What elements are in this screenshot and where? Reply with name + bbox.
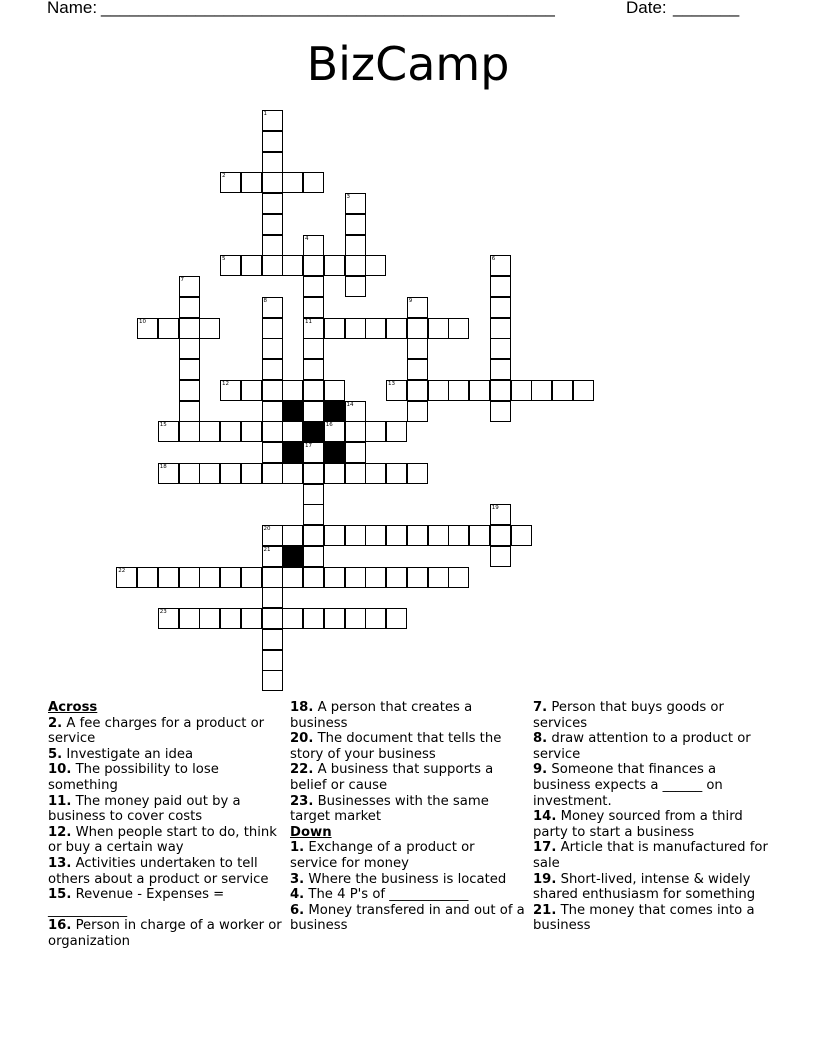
grid-cell[interactable] xyxy=(324,318,345,339)
grid-cell[interactable] xyxy=(241,567,262,588)
clue-item xyxy=(290,903,525,934)
clue-number: 11 xyxy=(305,318,312,325)
grid-cell[interactable] xyxy=(282,172,303,193)
date-label: Date: xyxy=(626,0,667,17)
grid-cell[interactable] xyxy=(345,525,366,546)
grid-cell[interactable] xyxy=(282,567,303,588)
grid-cell[interactable] xyxy=(262,297,283,318)
grid-cell[interactable] xyxy=(490,297,511,318)
grid-cell[interactable] xyxy=(282,525,303,546)
clue-number: 21 xyxy=(263,546,271,553)
grid-cell[interactable] xyxy=(179,421,200,442)
clue-text: Person in charge of a worker or organization xyxy=(48,918,282,949)
grid-cell[interactable] xyxy=(199,608,220,629)
grid-cell[interactable] xyxy=(199,318,220,339)
grid-cell[interactable] xyxy=(448,318,469,339)
clue-item xyxy=(48,747,283,763)
clue-text: Where the business is located xyxy=(308,871,507,887)
grid-cell[interactable] xyxy=(241,172,262,193)
clue-number: 21. xyxy=(533,902,557,918)
grid-cell[interactable] xyxy=(490,525,511,546)
clue-section-heading: Across xyxy=(48,700,98,715)
clue-text: The money that comes into a business xyxy=(533,902,755,934)
black-square xyxy=(324,401,345,422)
grid-cell[interactable] xyxy=(262,546,283,567)
clue-text: Investigate an idea xyxy=(66,746,194,762)
clue-item xyxy=(290,840,525,871)
clue-number: 1 xyxy=(263,111,267,117)
grid-cell[interactable] xyxy=(282,421,303,442)
grid-cell[interactable] xyxy=(407,463,428,484)
clue-item xyxy=(533,903,768,934)
clue-item xyxy=(533,731,768,762)
grid-cell[interactable] xyxy=(345,318,366,339)
clue-number: 23. xyxy=(290,793,314,809)
grid-cell[interactable] xyxy=(158,567,179,588)
clue-number: 17. xyxy=(533,840,557,856)
clue-text: Revenue - Expenses = ____________ xyxy=(48,887,225,918)
grid-cell[interactable] xyxy=(303,359,324,380)
grid-cell[interactable] xyxy=(303,338,324,359)
clue-number: 16 xyxy=(325,422,333,429)
clue-item xyxy=(48,794,283,825)
clue-text: Businesses with the same target market xyxy=(290,793,489,825)
clue-number: 13. xyxy=(48,855,72,871)
grid-cell[interactable] xyxy=(365,318,386,339)
clue-text: Someone that finances a business expects a ______ on investment. xyxy=(533,762,723,809)
grid-cell[interactable] xyxy=(324,525,345,546)
clue-number: 5 xyxy=(222,256,226,263)
grid-cell[interactable] xyxy=(262,110,283,131)
clue-text: Exchange of a product or service for money xyxy=(290,840,475,871)
clue-item xyxy=(290,872,525,888)
grid-cell[interactable] xyxy=(262,629,283,650)
grid-cell[interactable] xyxy=(179,338,200,359)
grid-cell[interactable] xyxy=(262,255,283,276)
clue-text: The possibility to lose something xyxy=(48,762,219,793)
grid-cell[interactable] xyxy=(262,152,283,173)
grid-cell[interactable] xyxy=(303,484,324,505)
grid-cell[interactable] xyxy=(345,193,366,214)
grid-cell[interactable] xyxy=(324,567,345,588)
clue-text: The document that tells the story of your business xyxy=(290,731,502,762)
grid-cell[interactable] xyxy=(262,525,283,546)
clue-text: A business that supports a belief or cause xyxy=(290,762,494,793)
grid-cell[interactable] xyxy=(386,608,407,629)
clue-item xyxy=(533,762,768,809)
grid-cell[interactable] xyxy=(220,463,241,484)
clue-number: 2. xyxy=(48,715,63,731)
grid-cell[interactable] xyxy=(490,546,511,567)
clue-item xyxy=(533,872,768,903)
clue-text: A person that creates a business xyxy=(290,700,473,731)
grid-cell[interactable] xyxy=(303,546,324,567)
grid-cell[interactable] xyxy=(179,463,200,484)
grid-cell[interactable] xyxy=(282,380,303,401)
clue-number: 7. xyxy=(533,700,548,715)
grid-cell[interactable] xyxy=(262,172,283,193)
clue-number: 15 xyxy=(159,422,167,429)
clue-text: A fee charges for a product or service xyxy=(48,715,265,747)
grid-cell[interactable] xyxy=(303,235,324,256)
grid-cell[interactable] xyxy=(490,338,511,359)
grid-cell[interactable] xyxy=(179,318,200,339)
clue-text: When people start to do, think or buy a certain way xyxy=(48,824,277,856)
grid-cell[interactable] xyxy=(303,297,324,318)
clue-number: 17 xyxy=(305,443,312,449)
grid-cell[interactable] xyxy=(345,421,366,442)
puzzle-title: BizCamp xyxy=(306,37,510,91)
grid-cell[interactable] xyxy=(303,608,324,629)
clue-number: 10 xyxy=(139,318,146,325)
grid-cell[interactable] xyxy=(262,670,283,691)
clue-number: 18 xyxy=(159,463,167,470)
grid-cell[interactable] xyxy=(448,525,469,546)
grid-cell[interactable] xyxy=(303,567,324,588)
grid-cell[interactable] xyxy=(386,421,407,442)
grid-cell[interactable] xyxy=(345,235,366,256)
clue-number: 2 xyxy=(222,173,226,180)
grid-cell[interactable] xyxy=(262,338,283,359)
grid-cell[interactable] xyxy=(158,463,179,484)
grid-cell[interactable] xyxy=(386,318,407,339)
grid-cell[interactable] xyxy=(365,255,386,276)
grid-cell[interactable] xyxy=(137,567,158,588)
grid-cell[interactable] xyxy=(303,318,324,339)
clue-item xyxy=(48,887,283,918)
grid-cell[interactable] xyxy=(303,442,324,463)
grid-cell[interactable] xyxy=(137,318,158,339)
grid-cell[interactable] xyxy=(345,276,366,297)
clue-number: 14. xyxy=(533,809,557,825)
clue-text: The money paid out by a business to cover costs xyxy=(48,793,241,825)
grid-cell[interactable] xyxy=(241,255,262,276)
grid-cell[interactable] xyxy=(262,608,283,629)
clue-number: 4. xyxy=(290,887,305,903)
grid-cell[interactable] xyxy=(303,380,324,401)
clues-column-2 xyxy=(290,700,525,934)
clue-text: Money sourced from a third party to start a business xyxy=(533,809,743,840)
grid-cell[interactable] xyxy=(220,608,241,629)
clue-number: 15. xyxy=(48,887,72,903)
grid-cell[interactable] xyxy=(262,650,283,671)
clue-number: 9. xyxy=(533,762,548,778)
grid-cell[interactable] xyxy=(199,421,220,442)
grid-cell[interactable] xyxy=(365,608,386,629)
clue-item xyxy=(290,887,525,903)
grid-cell[interactable] xyxy=(324,463,345,484)
grid-cell[interactable] xyxy=(490,318,511,339)
clue-item xyxy=(290,700,525,731)
clue-item xyxy=(290,731,525,762)
grid-cell[interactable] xyxy=(220,421,241,442)
grid-cell[interactable] xyxy=(511,380,532,401)
grid-cell[interactable] xyxy=(407,318,428,339)
grid-cell[interactable] xyxy=(241,463,262,484)
grid-cell[interactable] xyxy=(324,608,345,629)
clue-text: draw attention to a product or service xyxy=(533,731,751,762)
grid-cell[interactable] xyxy=(158,318,179,339)
grid-cell[interactable] xyxy=(262,587,283,608)
grid-cell[interactable] xyxy=(428,525,449,546)
grid-cell[interactable] xyxy=(262,214,283,235)
grid-cell[interactable] xyxy=(158,608,179,629)
clue-text: Article that is manufactured for sale xyxy=(533,840,768,871)
clue-item xyxy=(533,809,768,840)
grid-cell[interactable] xyxy=(407,380,428,401)
grid-cell[interactable] xyxy=(303,504,324,525)
grid-cell[interactable] xyxy=(220,172,241,193)
black-square xyxy=(282,442,303,463)
grid-cell[interactable] xyxy=(345,255,366,276)
clue-number: 20. xyxy=(290,731,314,747)
grid-cell[interactable] xyxy=(345,463,366,484)
grid-cell[interactable] xyxy=(241,421,262,442)
clue-item xyxy=(290,762,525,793)
clue-number: 10. xyxy=(48,762,72,778)
clue-number: 23 xyxy=(159,609,167,615)
grid-cell[interactable] xyxy=(428,567,449,588)
grid-cell[interactable] xyxy=(386,463,407,484)
grid-cell[interactable] xyxy=(262,318,283,339)
clue-number: 5. xyxy=(48,746,63,762)
grid-cell[interactable] xyxy=(282,608,303,629)
grid-cell[interactable] xyxy=(262,421,283,442)
black-square xyxy=(282,546,303,567)
grid-cell[interactable] xyxy=(241,608,262,629)
clue-number: 4 xyxy=(305,235,309,242)
grid-cell[interactable] xyxy=(179,297,200,318)
grid-cell[interactable] xyxy=(407,567,428,588)
grid-cell[interactable] xyxy=(199,463,220,484)
grid-cell[interactable] xyxy=(345,214,366,235)
grid-cell[interactable] xyxy=(262,442,283,463)
clue-item xyxy=(48,716,283,747)
grid-cell[interactable] xyxy=(490,380,511,401)
name-field[interactable]: ________________________________________________ xyxy=(101,0,555,17)
clue-item xyxy=(533,840,768,871)
grid-cell[interactable] xyxy=(407,297,428,318)
grid-cell[interactable] xyxy=(241,380,262,401)
clue-number: 16. xyxy=(48,918,72,934)
grid-cell[interactable] xyxy=(448,380,469,401)
clue-number: 3. xyxy=(290,871,305,887)
clues-column-1 xyxy=(48,700,283,950)
clue-number: 7 xyxy=(180,277,184,283)
grid-cell[interactable] xyxy=(573,380,594,401)
clue-number: 11. xyxy=(48,793,72,809)
grid-cell[interactable] xyxy=(199,567,220,588)
grid-cell[interactable] xyxy=(179,608,200,629)
black-square xyxy=(303,421,324,442)
clue-section-heading: Down xyxy=(290,824,332,840)
clue-text: Short-lived, intense & widely shared enthusiasm for something xyxy=(533,871,756,903)
grid-cell[interactable] xyxy=(345,401,366,422)
grid-cell[interactable] xyxy=(386,525,407,546)
grid-cell[interactable] xyxy=(116,567,137,588)
name-label: Name: xyxy=(47,0,98,17)
grid-cell[interactable] xyxy=(262,380,283,401)
grid-cell[interactable] xyxy=(179,380,200,401)
date-field[interactable]: _______ xyxy=(673,0,740,17)
grid-cell[interactable] xyxy=(179,401,200,422)
grid-cell[interactable] xyxy=(365,567,386,588)
grid-cell[interactable] xyxy=(303,525,324,546)
clue-number: 8. xyxy=(533,731,548,747)
grid-cell[interactable] xyxy=(303,401,324,422)
grid-cell[interactable] xyxy=(282,255,303,276)
grid-cell[interactable] xyxy=(345,608,366,629)
clue-number: 19 xyxy=(491,505,499,512)
clue-number: 22 xyxy=(118,567,126,574)
grid-cell[interactable] xyxy=(345,442,366,463)
clue-number: 18. xyxy=(290,700,314,715)
grid-cell[interactable] xyxy=(531,380,552,401)
grid-cell[interactable] xyxy=(282,463,303,484)
grid-cell[interactable] xyxy=(262,193,283,214)
clue-item xyxy=(290,794,525,825)
black-square xyxy=(282,401,303,422)
grid-cell[interactable] xyxy=(179,359,200,380)
clue-item xyxy=(48,825,283,856)
clue-number: 12. xyxy=(48,824,72,840)
clues-column-3 xyxy=(533,700,768,934)
grid-cell[interactable] xyxy=(220,567,241,588)
clue-number: 20 xyxy=(263,526,271,532)
clue-number: 6 xyxy=(491,256,496,263)
grid-cell[interactable] xyxy=(490,255,511,276)
clue-number: 14 xyxy=(346,401,354,408)
clue-text: Money transfered in and out of a business xyxy=(290,902,525,934)
clue-number: 13 xyxy=(388,380,395,387)
grid-cell[interactable] xyxy=(262,131,283,152)
grid-cell[interactable] xyxy=(345,567,366,588)
grid-cell[interactable] xyxy=(262,463,283,484)
grid-cell[interactable] xyxy=(303,276,324,297)
grid-cell[interactable] xyxy=(407,359,428,380)
clue-number: 22. xyxy=(290,762,314,778)
grid-cell[interactable] xyxy=(511,525,532,546)
grid-cell[interactable] xyxy=(428,318,449,339)
grid-cell[interactable] xyxy=(386,567,407,588)
grid-cell[interactable] xyxy=(303,463,324,484)
grid-cell[interactable] xyxy=(303,255,324,276)
grid-cell[interactable] xyxy=(220,255,241,276)
clue-text: The 4 P's of ____________ xyxy=(308,887,469,903)
grid-cell[interactable] xyxy=(179,567,200,588)
grid-cell[interactable] xyxy=(262,359,283,380)
clue-number: 8 xyxy=(263,297,267,304)
clue-number: 9 xyxy=(408,297,413,304)
clue-text: Person that buys goods or services xyxy=(533,700,724,731)
grid-cell[interactable] xyxy=(158,421,179,442)
clue-item xyxy=(48,762,283,793)
grid-cell[interactable] xyxy=(490,276,511,297)
grid-cell[interactable] xyxy=(365,463,386,484)
grid-cell[interactable] xyxy=(262,567,283,588)
grid-cell[interactable] xyxy=(407,338,428,359)
grid-cell[interactable] xyxy=(552,380,573,401)
clue-item xyxy=(48,918,283,949)
grid-cell[interactable] xyxy=(469,380,490,401)
clue-number: 1. xyxy=(290,840,305,856)
clue-item xyxy=(533,700,768,731)
grid-cell[interactable] xyxy=(262,235,283,256)
grid-cell[interactable] xyxy=(407,401,428,422)
clue-number: 6. xyxy=(290,902,305,918)
grid-cell[interactable] xyxy=(262,401,283,422)
grid-cell[interactable] xyxy=(448,567,469,588)
grid-cell[interactable] xyxy=(179,276,200,297)
grid-cell[interactable] xyxy=(490,359,511,380)
grid-cell[interactable] xyxy=(490,401,511,422)
clue-number: 12 xyxy=(222,380,229,387)
grid-cell[interactable] xyxy=(469,525,490,546)
grid-cell[interactable] xyxy=(303,172,324,193)
clue-number: 3 xyxy=(346,194,350,200)
clue-item xyxy=(48,856,283,887)
grid-cell[interactable] xyxy=(490,504,511,525)
grid-cell[interactable] xyxy=(324,421,345,442)
grid-cell[interactable] xyxy=(386,380,407,401)
grid-cell[interactable] xyxy=(324,255,345,276)
grid-cell[interactable] xyxy=(324,380,345,401)
grid-cell[interactable] xyxy=(365,421,386,442)
grid-cell[interactable] xyxy=(407,525,428,546)
clue-number: 19. xyxy=(533,871,557,887)
grid-cell[interactable] xyxy=(365,525,386,546)
grid-cell[interactable] xyxy=(428,380,449,401)
clue-text: Activities undertaken to tell others about a product or service xyxy=(48,855,269,887)
grid-cell[interactable] xyxy=(220,380,241,401)
black-square xyxy=(324,442,345,463)
